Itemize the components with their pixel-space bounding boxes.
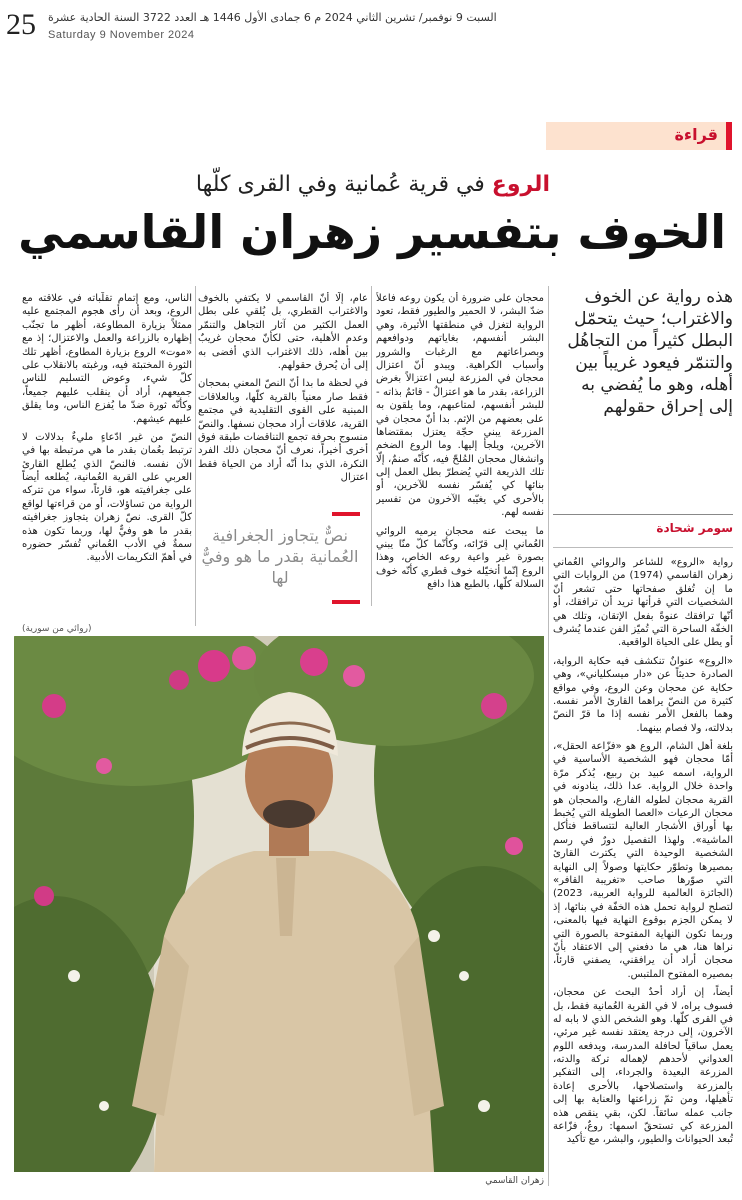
pull-quote-rule-bottom <box>332 600 360 604</box>
body-column-fourth <box>22 292 192 610</box>
kicker-rest: في قرية عُمانية وفي القرى كلّها <box>195 172 492 197</box>
paragraph: النصّ من غير ادّعاءٍ مليءٌ بدلالات لا ترتبط بعُمان بقدر ما هي مرتبطة بها في الآن نفسه. فالنصّ الذي يُطلع القارئ العربي على القرية العُمانية، يُطلعه أيضاً على جغرافيته هو، قارئاً، سواء من تتركه الرواية من تساؤلات، أو من قراءتها لواقع كلّ القرى. نصّ زهران يتجاوز جغرافيته بقدر ما هو وفيٌّ لها، وربما تكون هذه سمةٌ في الأدب العُماني تُفسّر حضوره في أهمّ التكريمات الأدبية. <box>22 431 192 564</box>
paragraph: أيضاً، إن أراد أحدٌ البحث عن محجان، فسوف يراه، لا في القرية العُمانية فقط، بل في القرى كلّها. وهو الشخص الذي لا بابه له الآخرون، إلى درجة يعتقد نفسه غير مرئي، يعمل ساقياً لحافلة المدرسة، ويدفعه اللوم العدواني لأحدهم لإهماله تركة والدته، المزرعة البعيدة والجرداء، إلى التفكير بالمزرعة واستصلاحها، بالأحرى إعادة تأهيلها، ومن ثمّ زراعتها والعناية بها إلى جانب عمله سائقاً. لكن، بقي ينقص هذه المزرعة كي تستحقّ اسمها: روعٌ، فزّاعة تُبعد الحيوانات والطيور، والبشر، مع تأكيد <box>553 987 733 1146</box>
page-number: 25 <box>6 8 36 41</box>
masthead <box>0 0 742 50</box>
pull-quote-rule-top <box>332 512 360 516</box>
author-photo-illustration <box>14 636 544 1172</box>
author-note: (روائي من سورية) <box>22 624 92 634</box>
column-rule <box>195 286 196 626</box>
body-column-right <box>553 556 733 1190</box>
byline: سومر شحادة <box>553 514 733 535</box>
body-column-second <box>376 292 544 598</box>
paragraph: بلغة أهل الشام، الروع هو «فزّاعة الحقل»، أمّا محجان فهو الشخصية الأساسية في الرواية، اسمه عبيد بن ربيع، يُذكر مرّة واحدة خلال الرواية. عدا ذلك، ينادونه في القرية محجان لطوله الفارع، والمحجان هو محجان الرعيات «العصا الطويلة التي يُخبط بها أوراق الأشجار العالية لتتساقط فتأكل الماشية». ولهذا التفصيل دورٌ في رسم الشخصية الوحيدة التي يكترث القارئ بمصيرها وتطوّر حكايتها وصولاً إلى النهاية التي صوّرها صاحب «تغريبة القافر» (الجائزة العالمية للرواية العربية، 2023) لتصلح لرواية تحمل هذه الخفّة في بنائها، إذ لا يمكن الجزم بوقوع النهاية فيها بالمعنى، وربما تكون النهاية المفتوحة بالصورة التي نراها هنا، هي ما دفعني إلى الاعتقاد بأنّ محجان أراد أن يرافقني، يصفني قارئاً، بمصيره المفتوح الملتبس. <box>553 741 733 980</box>
summary-deck: هذه رواية عن الخوف والاغتراب؛ حيث يتحمّل البطل كثيراً من التجاهُل والتنمّر فيعود غريباً بين أهله، وهو ما يُفضي به إلى إحراق حقولهم <box>567 287 733 418</box>
column-rule <box>548 286 549 1186</box>
author-photo <box>14 636 544 1172</box>
byline-rule <box>553 547 733 548</box>
paragraph: في لحظة ما بدا أنّ النصّ المعني بمحجان فقط صار معنياً بالقرية كلّها، وبالعلاقات المبنية على القوى التقليدية في مجتمع القرية، علاقات أراد محجان نسفها. والنصّ منسوج بحرفة تجمع التناقضات طبقة فوق أخرى أخيراً، نعرف أنّ محجان ذلك الفرد النكرة، الذي بدا أنّه أراد من الحياة فقط اعتزال <box>198 378 368 484</box>
paragraph: «الروع» عنوانٌ تنكشف فيه حكاية الرواية، الصادرة حديثاً عن «دار ميسكلياني»، وهي حكاية عن محجان وعن الروع، وفي مواقع كثيرة من النصّ يراهما القارئ الأمر نفسه. وهما بالفعل الأمر نفسه إذا ما قرّ النصّ بدلالته، ولا فصام بينهما. <box>553 655 733 734</box>
body-column-third <box>198 292 368 490</box>
date-line-arabic: السبت 9 نوفمبر/ تشرين الثاني 2024 م 6 جمادى الأول 1446 هـ العدد 3722 السنة الحادية عشرة <box>48 11 497 24</box>
section-label-bar <box>726 122 732 150</box>
kicker <box>195 172 550 197</box>
section-label <box>546 122 732 150</box>
date-line-english: Saturday 9 November 2024 <box>48 29 195 41</box>
pull-quote: نصٌّ يتجاوز الجغرافية العُمانية بقدر ما هو وفيٌّ لها <box>201 526 359 587</box>
section-label-text: قراءة <box>674 125 718 144</box>
column-rule <box>371 286 372 606</box>
paragraph: الناس، ومع إتمام تقلّباته في علاقته مع الروع، وبعد أن رأى هجوم المجتمع عليه ممثلاً بزيارة المطاوعة، أظهر ما تجنّب إظهاره بالزراعة والعمل والاعتزال؛ إذ مع «موت» الروع بزيارة المطاوع، أظهر تلك الثورة المختبئة فيه، ورغبته بالانقلاب على كلّ شيء، وعوض التسليم للناس جميعهم، أراد أن ينقلب عليهم جميعاً، وكأنّه ثورة ضدّ ما يُفزع الناس، وما يقلق عليهم عيشهم. <box>22 293 192 425</box>
paragraph: عام، إلّا أنّ القاسمي لا يكتفي بالخوف والاغتراب القطري، بل يُلقي على بطل العمل الكثير من آثار التجاهل والتنمّر وعدم الأهلية، حتى لكأنّ محجان غريبٌ بين أهله، ذلك الاغتراب الذي أفضى به إلى أن يُحرق حقولهم. <box>198 293 368 371</box>
paragraph: محجان على ضرورة أن يكون روعه فاعلاً ضدّ البشر، لا الحمير والطيور فقط، تعود الرواية لتغزل في منطقتها الأثيرة، وهي البشر أنفسهم، بغاياتهم ودوافعهم وبصراعاتهم مع الرغبات والشرور وأسباب الكراهية. ويبدو أنّ اعتزال محجان في المزرعة ليس اعتزالاً بغرض الزراعة، بقدر ما هو اعتزالٌ - قائمٌ بذاته - للبشر أنفسهم، لمتاعبهم، وما يلقون به على بعضهم من الإثم. بدا أنّ محجان في المزرعة يبني حجّة يعتزل بمقتضاها الآخرين، ويلجأ إليها. وما الروع الضخم وانشغال محجان المُلحّ فيه، كأنّه صنمٌ، إلّا تلك الذريعة التي يُضطرّ بطل العمل إلى بنائها كي يُفسّر نفسه للآخرين، أو بالأحرى كي يغيّبه الآخرون من تفسير نفسه لهم. <box>376 293 544 519</box>
photo-caption: زهران القاسمي <box>485 1176 544 1186</box>
kicker-accent: الروع <box>491 172 550 197</box>
headline: الخوف بتفسير زهران القاسمي <box>18 205 726 259</box>
paragraph: رواية «الروع» للشاعر والروائي العُماني زهران القاسمي (1974) من الروايات التي ما إن تُغلق صفحاتها حتى تشعر أنّ الشخصيات التي قرأتها تريد أن ترافقك، أو أنّها ترافقك عنوةً بفعل الإتقان، وتلك هي الخفّة الساحرة التي تُميّز الفن عندما يُشرف أو يطل على الحياة الواقعية. <box>553 557 733 649</box>
paragraph: ما يبحث عنه محجان يرميه الروائي العُماني إلى قرّائه، وكأنّما كلّ منّا يبني بصورة غير واعية روعه الخاص، وهذا الروع إنّما أتخيّله خوف قطري كأنّه خوف السلالة كلّها، بالطبع هذا دافع <box>376 525 544 591</box>
